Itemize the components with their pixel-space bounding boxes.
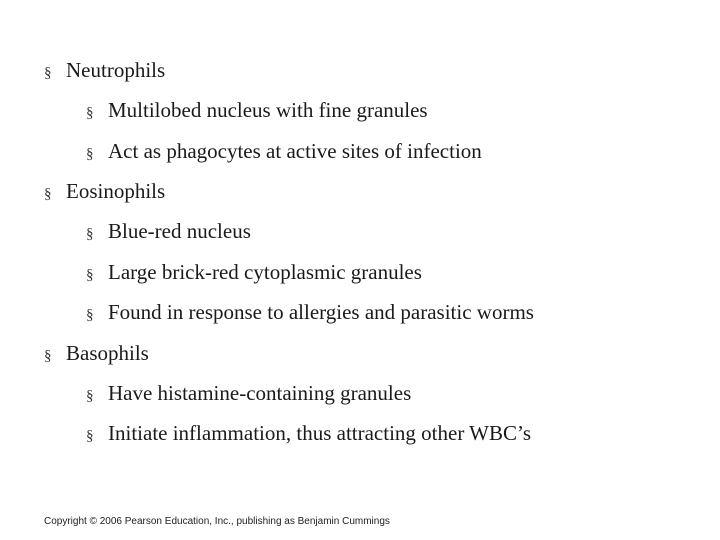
bullet-icon: §	[86, 307, 94, 323]
bullet-text: Have histamine-containing granules	[108, 380, 412, 405]
sub-bullet-item	[86, 217, 534, 258]
sub-bullet-item	[86, 298, 534, 339]
bullet-icon: §	[86, 226, 94, 242]
bullet-text: Multilobed nucleus with fine granules	[108, 98, 428, 122]
sub-bullet-item	[86, 96, 534, 137]
bullet-text: Large brick-red cytoplasmic granules	[108, 259, 422, 284]
copyright-footer: Copyright © 2006 Pearson Education, Inc., publishing as Benjamin Cummings	[44, 516, 390, 527]
bullet-icon: §	[44, 347, 52, 364]
bullet-icon: §	[86, 428, 94, 444]
bullet-text: Initiate inflammation, thus attracting other WBC’s	[108, 421, 532, 445]
bullet-text: Act as phagocytes at active sites of infection	[108, 138, 482, 163]
bullet-icon: §	[86, 387, 94, 404]
bullet-icon: §	[44, 65, 52, 81]
bullet-icon: §	[86, 145, 94, 162]
sub-bullet-item	[86, 137, 534, 178]
bullet-icon: §	[86, 105, 94, 121]
bullet-icon: §	[86, 266, 94, 283]
bullet-text: Basophils	[66, 340, 149, 365]
bullet-item-neutrophils	[44, 56, 534, 96]
bullet-text: Neutrophils	[66, 58, 166, 82]
sub-bullet-item	[86, 258, 534, 299]
bullet-item-basophils	[44, 339, 534, 379]
bullet-list	[44, 56, 534, 460]
bullet-icon: §	[44, 186, 52, 202]
bullet-text: Eosinophils	[66, 179, 166, 203]
bullet-text: Found in response to allergies and parasitic worms	[108, 300, 534, 324]
sub-bullet-item	[86, 379, 534, 420]
bullet-item-eosinophils	[44, 177, 534, 217]
bullet-text: Blue-red nucleus	[108, 219, 251, 243]
sub-bullet-item	[86, 419, 534, 460]
